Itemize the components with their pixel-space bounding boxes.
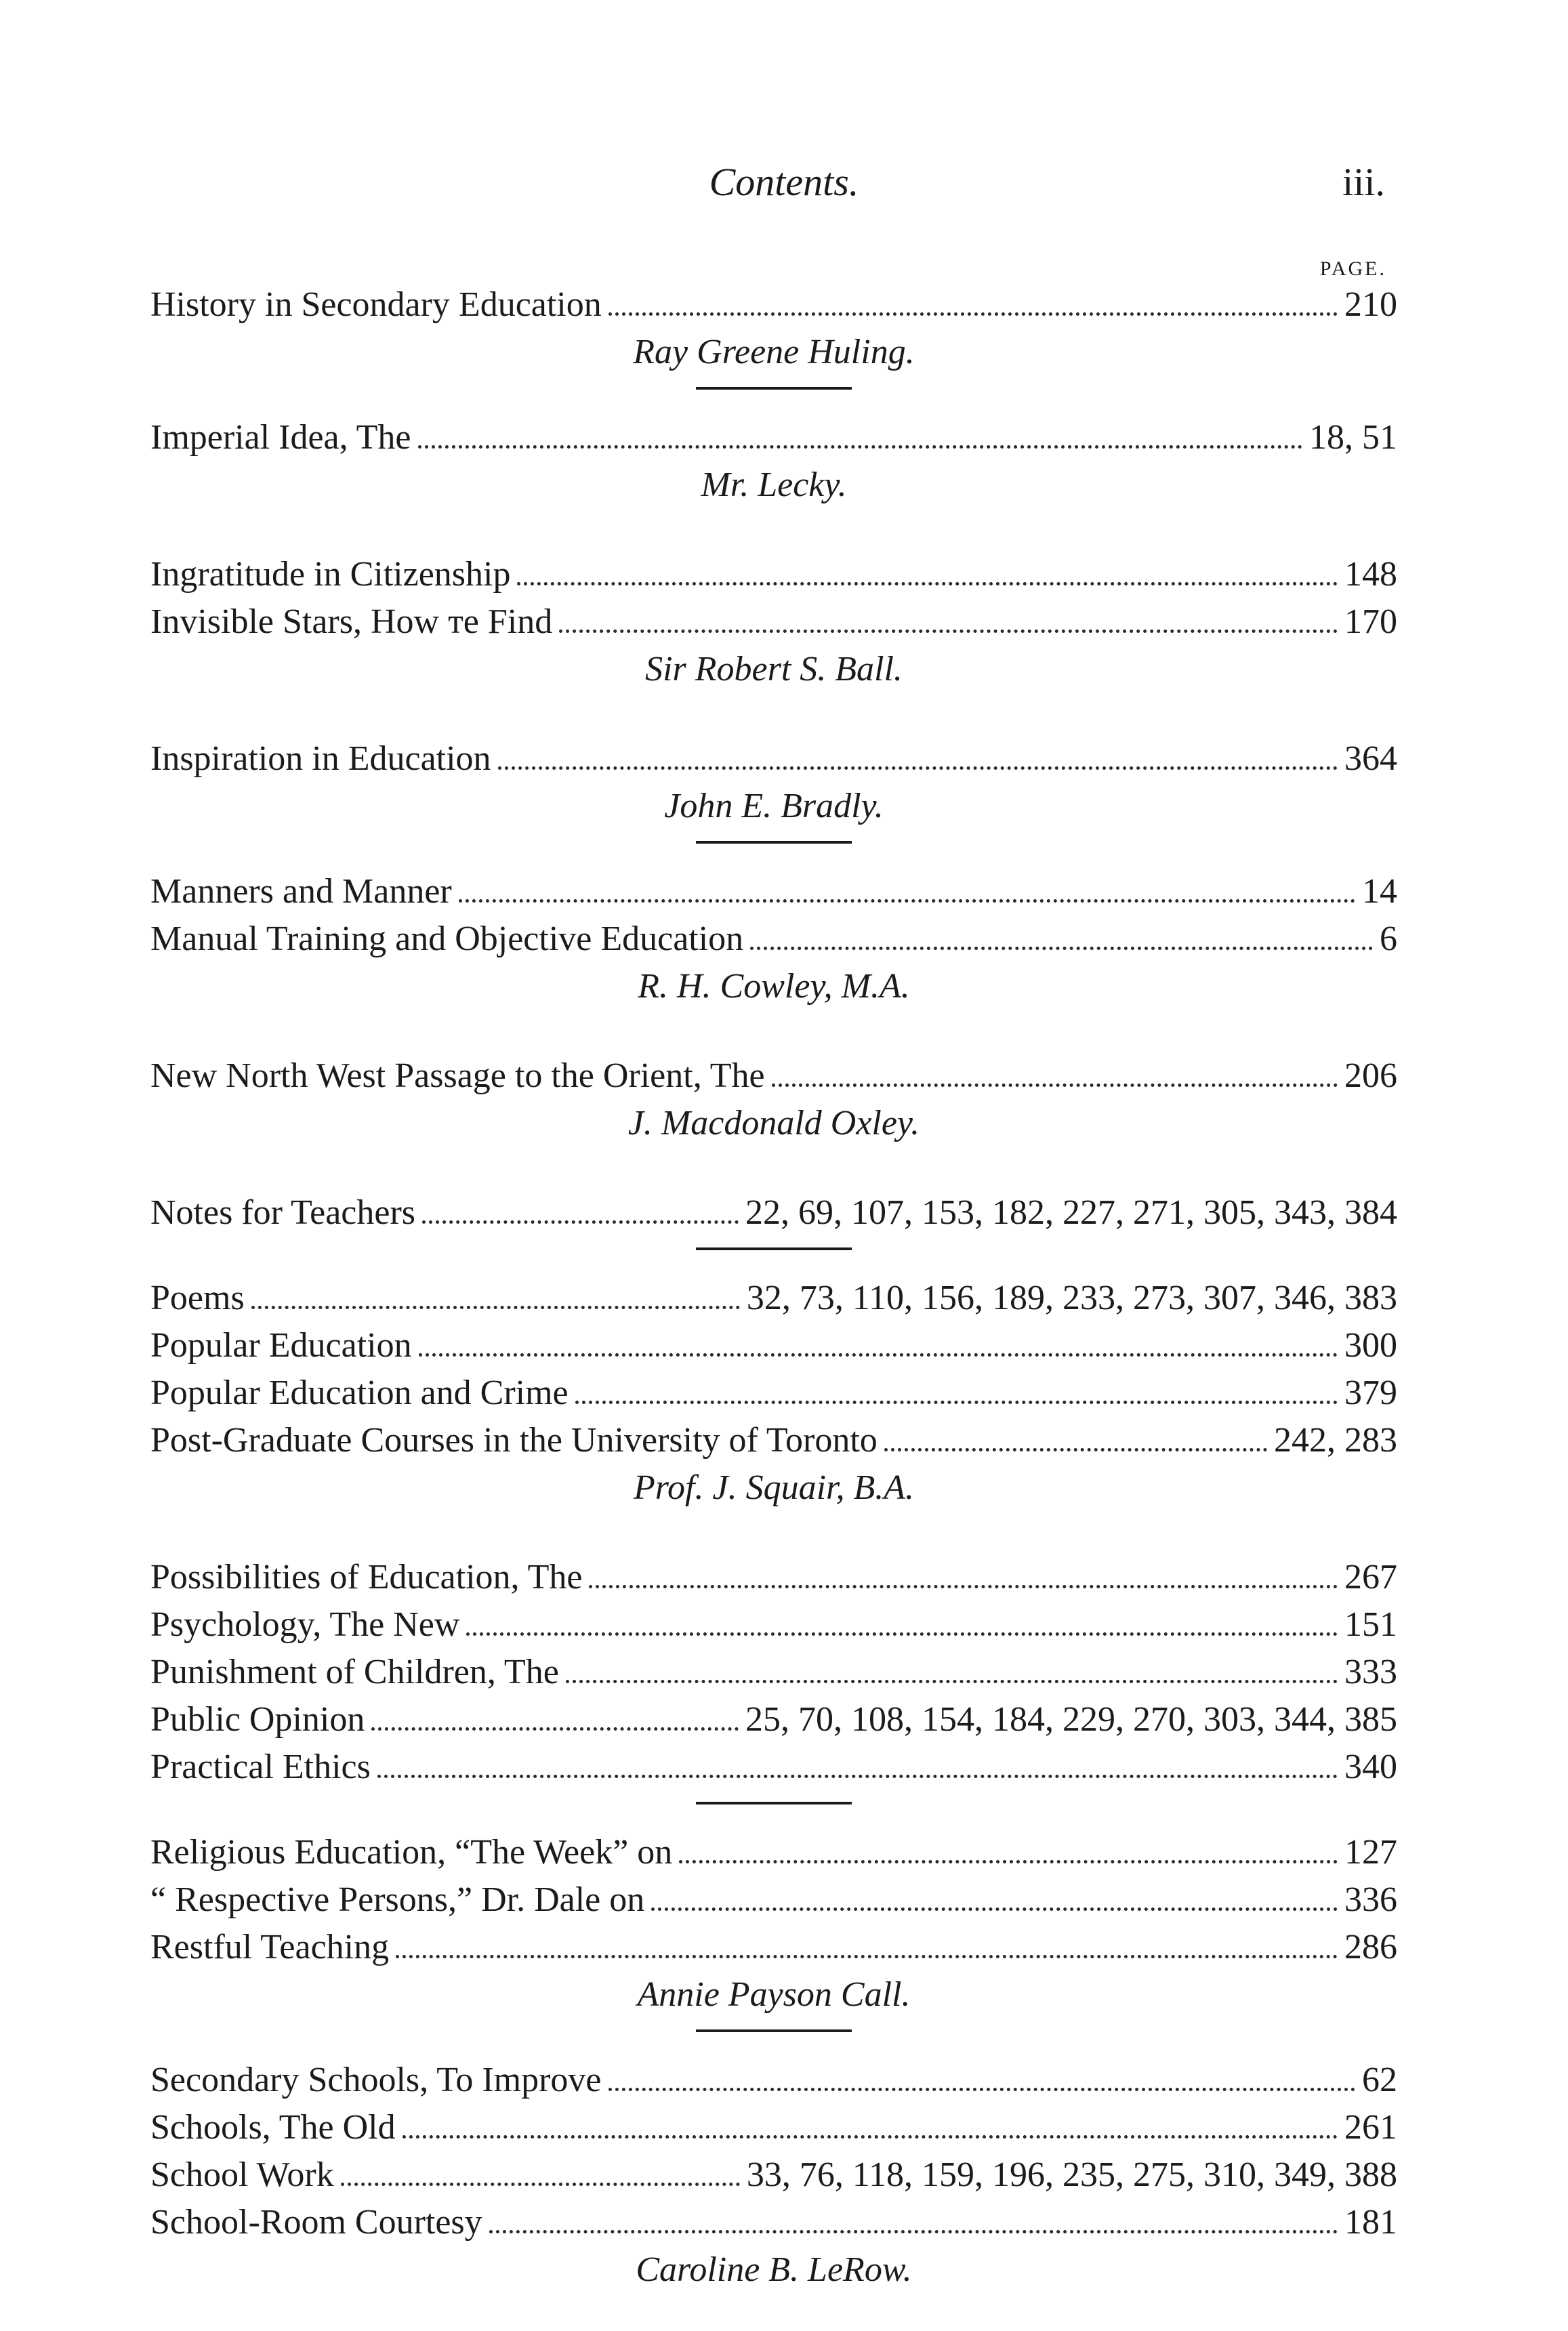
section-spacer: [150, 1010, 1397, 1052]
toc-group: [150, 1052, 1397, 1189]
dot-leader: [371, 1714, 739, 1731]
running-title: Contents.: [709, 160, 859, 204]
entry-title: History in Secondary Education: [150, 285, 602, 324]
dot-leader: [517, 569, 1338, 585]
entry-title: Public Opinion: [150, 1700, 365, 1739]
toc-group: [150, 551, 1397, 735]
entry-author: Ray Greene Huling.: [633, 333, 915, 371]
entry-pages: 151: [1344, 1605, 1397, 1644]
toc-entry: [150, 551, 1397, 598]
dot-leader: [489, 2216, 1338, 2233]
dot-leader: [566, 1666, 1338, 1683]
entry-pages: 286: [1344, 1928, 1397, 1966]
entry-pages: 364: [1344, 739, 1397, 778]
toc-entry: [150, 1554, 1397, 1601]
dot-leader: [396, 1941, 1338, 1958]
dot-leader: [418, 432, 1302, 449]
toc-group: [150, 735, 1397, 844]
entry-pages: 181: [1344, 2203, 1397, 2242]
section-spacer: [150, 1147, 1397, 1189]
entry-title: Notes for Teachers: [150, 1193, 416, 1232]
entry-pages: 25, 70, 108, 154, 184, 229, 270, 303, 344, 385: [745, 1700, 1397, 1739]
page-header: [0, 159, 1568, 213]
dot-leader: [772, 1070, 1338, 1087]
toc-entry: [150, 2151, 1397, 2199]
dot-leader: [498, 753, 1338, 770]
entry-pages: 242, 283: [1274, 1421, 1397, 1460]
toc-entry: [150, 735, 1397, 783]
entry-author: Caroline B. LeRow.: [636, 2250, 912, 2289]
entry-title: Psychology, The New: [150, 1605, 460, 1644]
entry-title: Manners and Manner: [150, 872, 452, 911]
toc-entry: [150, 2104, 1397, 2151]
entry-author: J. Macdonald Oxley.: [627, 1104, 920, 1142]
section-rule: [696, 387, 852, 390]
toc-group: [150, 1275, 1397, 1554]
entry-pages: 340: [1344, 1748, 1397, 1786]
entry-pages: 206: [1344, 1056, 1397, 1095]
entry-pages: 6: [1380, 920, 1397, 958]
entry-title: Poems: [150, 1279, 245, 1317]
toc-group: [150, 1189, 1397, 1250]
page-number: iii.: [1342, 160, 1385, 204]
table-of-contents: [150, 281, 1397, 2294]
page-column-label: PAGE.: [1319, 257, 1386, 280]
dot-leader: [651, 1894, 1338, 1911]
entry-author: Mr. Lecky.: [701, 466, 847, 504]
entry-title: Popular Education and Crime: [150, 1374, 569, 1412]
toc-entry: [150, 1876, 1397, 1924]
entry-author: John E. Bradly.: [664, 787, 884, 825]
entry-pages: 148: [1344, 555, 1397, 594]
toc-group: [150, 868, 1397, 1052]
dot-leader: [679, 1847, 1338, 1863]
entry-title: Popular Education: [150, 1326, 412, 1365]
dot-leader: [575, 1387, 1338, 1404]
entry-title: School-Room Courtesy: [150, 2203, 482, 2242]
dot-leader: [559, 616, 1338, 633]
dot-leader: [419, 1340, 1338, 1357]
dot-leader: [377, 1761, 1338, 1778]
entry-pages: 333: [1344, 1653, 1397, 1691]
toc-entry: [150, 1322, 1397, 1369]
entry-pages: 22, 69, 107, 153, 182, 227, 271, 305, 343, 384: [745, 1193, 1397, 1232]
toc-group: [150, 1829, 1397, 2032]
toc-entry: [150, 1924, 1397, 1971]
section-rule: [696, 2029, 852, 2032]
toc-entry: [150, 915, 1397, 963]
toc-entry: [150, 281, 1397, 329]
toc-entry: [150, 1189, 1397, 1237]
section-spacer: [150, 693, 1397, 735]
toc-entry: [150, 1052, 1397, 1100]
toc-entry: [150, 1417, 1397, 1464]
entry-title: Imperial Idea, The: [150, 418, 411, 457]
entry-title: School Work: [150, 2155, 334, 2194]
dot-leader: [403, 2122, 1338, 2139]
toc-entry: [150, 1275, 1397, 1322]
toc-entry: [150, 1744, 1397, 1791]
entry-pages: 300: [1344, 1326, 1397, 1365]
toc-entry: [150, 1829, 1397, 1876]
entry-author: Sir Robert S. Ball.: [645, 650, 903, 688]
entry-pages: 261: [1344, 2108, 1397, 2147]
dot-leader: [608, 299, 1338, 316]
toc-group: [150, 1554, 1397, 1804]
section-spacer: [150, 509, 1397, 551]
entry-pages: 127: [1344, 1833, 1397, 1872]
entry-pages: 32, 73, 110, 156, 189, 233, 273, 307, 346, 383: [746, 1279, 1397, 1317]
toc-group: [150, 2057, 1397, 2294]
dot-leader: [466, 1619, 1338, 1636]
entry-author: Annie Payson Call.: [637, 1975, 911, 2014]
entry-author: Prof. J. Squair, B.A.: [633, 1468, 915, 1507]
entry-title: Possibilities of Education, The: [150, 1558, 583, 1596]
entry-pages: 210: [1344, 285, 1397, 324]
section-rule: [696, 1247, 852, 1250]
dot-leader: [884, 1435, 1267, 1451]
entry-pages: 267: [1344, 1558, 1397, 1596]
toc-entry: [150, 1601, 1397, 1649]
dot-leader: [251, 1292, 740, 1309]
entry-title: New North West Passage to the Orient, The: [150, 1056, 765, 1095]
entry-title: Practical Ethics: [150, 1748, 371, 1786]
section-rule: [696, 841, 852, 844]
toc-entry: [150, 1369, 1397, 1417]
entry-author: R. H. Cowley, M.A.: [638, 967, 910, 1006]
entry-title: Secondary Schools, To Improve: [150, 2061, 602, 2099]
entry-title: Restful Teaching: [150, 1928, 390, 1966]
entry-pages: 170: [1344, 602, 1397, 641]
dot-leader: [459, 886, 1355, 903]
toc-group: [150, 281, 1397, 390]
entry-pages: 18, 51: [1309, 418, 1397, 457]
entry-title: “ Respective Persons,” Dr. Dale on: [150, 1880, 645, 1919]
toc-entry: [150, 868, 1397, 915]
section-rule: [696, 1802, 852, 1804]
entry-pages: 33, 76, 118, 159, 196, 235, 275, 310, 349, 388: [746, 2155, 1397, 2194]
entry-pages: 336: [1344, 1880, 1397, 1919]
entry-title: Religious Education, “The Week” on: [150, 1833, 673, 1872]
toc-entry: [150, 414, 1397, 461]
entry-title: Punishment of Children, The: [150, 1653, 559, 1691]
dot-leader: [589, 1571, 1338, 1588]
section-spacer: [150, 1512, 1397, 1554]
toc-group: [150, 414, 1397, 551]
toc-entry: [150, 1649, 1397, 1696]
entry-title: Post-Graduate Courses in the University of Toronto: [150, 1421, 878, 1460]
entry-title: Inspiration in Education: [150, 739, 491, 778]
entry-pages: 14: [1362, 872, 1397, 911]
dot-leader: [750, 933, 1373, 950]
entry-title: Ingratitude in Citizenship: [150, 555, 511, 594]
toc-entry: [150, 1696, 1397, 1744]
entry-pages: 62: [1362, 2061, 1397, 2099]
entry-title: Manual Training and Objective Education: [150, 920, 744, 958]
toc-entry: [150, 2057, 1397, 2104]
entry-title: Schools, The Old: [150, 2108, 396, 2147]
toc-entry: [150, 598, 1397, 646]
dot-leader: [422, 1207, 739, 1224]
dot-leader: [341, 2169, 740, 2186]
toc-entry: [150, 2199, 1397, 2246]
entry-title: Invisible Stars, How тe Find: [150, 602, 553, 641]
entry-pages: 379: [1344, 1374, 1397, 1412]
dot-leader: [608, 2074, 1355, 2091]
